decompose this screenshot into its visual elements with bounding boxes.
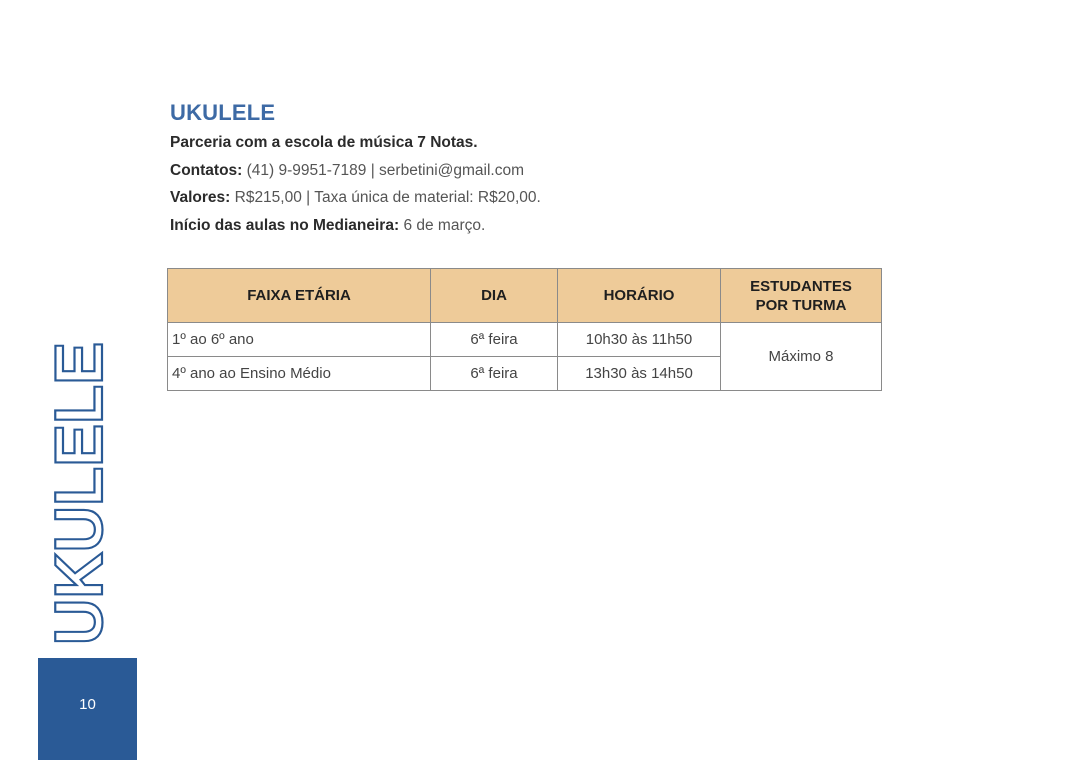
header-time: HORÁRIO (558, 269, 721, 323)
prices-label: Valores: (170, 189, 231, 206)
side-title-graphic (41, 323, 117, 645)
main-content (170, 100, 890, 239)
table-row (168, 323, 882, 357)
contacts-value: (41) 9-9951-7189 | serbetini@gmail.com (246, 161, 525, 179)
cell-time: 13h30 às 14h50 (558, 357, 721, 391)
cell-students-max: Máximo 8 (721, 323, 882, 391)
header-age: FAIXA ETÁRIA (168, 269, 431, 323)
prices-line (170, 184, 890, 212)
cell-age: 1º ao 6º ano (168, 323, 431, 357)
prices-value: R$215,00 | Taxa única de material: R$20,00. (234, 189, 541, 206)
header-day: DIA (431, 269, 558, 323)
page-number-tab (38, 658, 137, 760)
header-students (721, 269, 882, 323)
partner-line: Parceria com a escola de música 7 Notas. (170, 134, 478, 151)
side-title-text: UKULELE (41, 323, 117, 645)
section-title: UKULELE (170, 100, 276, 125)
cell-day: 6ª feira (431, 357, 558, 391)
cell-time: 10h30 às 11h50 (558, 323, 721, 357)
start-date-label: Início das aulas no Medianeira: (170, 216, 400, 234)
header-students-line2: POR TURMA (755, 296, 847, 314)
page-number: 10 (79, 696, 96, 713)
cell-day: 6ª feira (431, 323, 558, 357)
contacts-label: Contatos: (170, 161, 243, 179)
table-header-row (168, 269, 882, 323)
contacts-line (170, 157, 890, 185)
start-date-value: 6 de março. (403, 216, 486, 234)
cell-age: 4º ano ao Ensino Médio (168, 357, 431, 391)
schedule-table (167, 268, 882, 391)
side-vertical-title (41, 323, 117, 645)
start-date-line (170, 212, 890, 240)
header-students-line1: ESTUDANTES (750, 277, 852, 295)
